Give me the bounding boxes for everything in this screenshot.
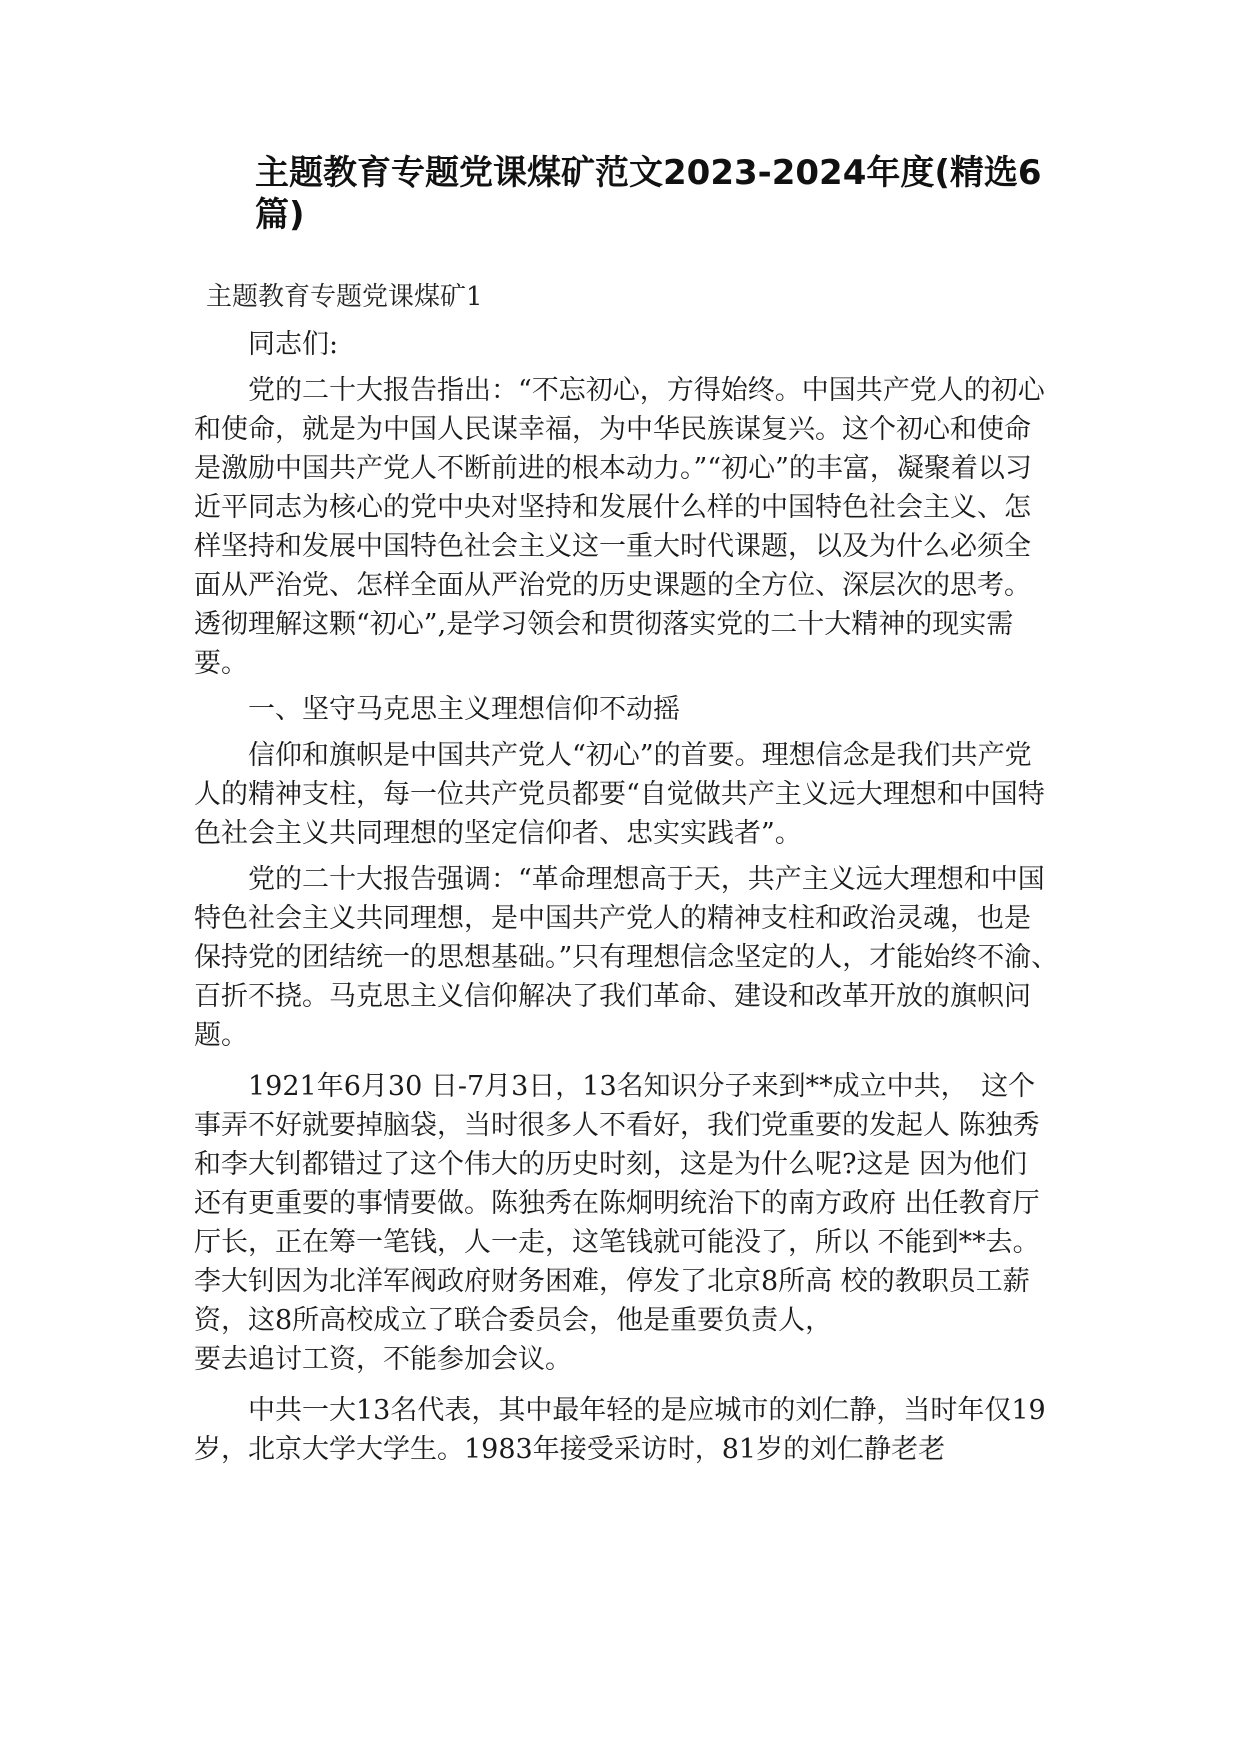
- section-subtitle: 主题教育专题党课煤矿1: [206, 282, 483, 312]
- paragraph: 信仰和旗帜是中国共产党人“初心”的首要。理想信念是我们共产党人的精神支柱，每一位共产党员都要“自觉做共产主义远大理想和中国特色社会主义共同理想的坚定信仰者、忠实实践者”。: [194, 740, 1045, 849]
- paragraph: 中共一大13名代表，其中最年轻的是应城市的刘仁静，当时年仅19岁，北京大学大学生。1983年接受采访时，81岁的刘仁静老老: [194, 1395, 1046, 1465]
- paragraph: 1921年6月30 日-7月3日，13名知识分子来到**成立中共， 这个事弄不好就要掉脑袋，当时很多人不看好，我们党重要的发起人 陈独秀和李大钊都错过了这个伟大的历史时刻，这是为什么呢?这是 因为他们还有更重要的事情要做。陈独秀在陈炯明统治下的南方政府 出任教育厅厅长，正在筹一笔钱，人一走，这笔钱就可能没了，所以 不能到**去。李大钊因为北洋军阀政府财务困难，停发了北京8所高 校的教职员工薪资，这8所高校成立了联合委员会，他是重要负责人，: [194, 1071, 1040, 1336]
- document-body: [194, 318, 1072, 1469]
- paragraph-continuation: 要去追讨工资，不能参加会议。: [194, 1344, 572, 1375]
- section-heading: 一、坚守马克思主义理想信仰不动摇: [248, 694, 680, 725]
- paragraph: 党的二十大报告强调：“革命理想高于天，共产主义远大理想和中国特色社会主义共同理想，是中国共产党人的精神支柱和政治灵魂，也是保持党的团结统一的思想基础。”只有理想信念坚定的人，才能始终不渝、 百折不挠。马克思主义信仰解决了我们革命、建设和改革开放的旗帜问题。: [194, 864, 1072, 1051]
- salutation: 同志们:: [248, 329, 339, 360]
- document-title: 主题教育专题党课煤矿范文2023-2024年度(精选6篇): [255, 153, 1042, 235]
- paragraph: 党的二十大报告指出：“不忘初心，方得始终。中国共产党人的初心和使命，就是为中国人民谋幸福，为中华民族谋复兴。这个初心和使命是激励中国共产党人不断前进的根本动力。”“初心”的丰富，凝聚着以习近平同志为核心的党中央对坚持和发展什么样的中国特色社会主义、怎样坚持和发展中国特色社会主义这一重大时代课题，以及为什么必须全面从严治党、怎样全面从严治党的历史课题的全方位、深层次的思考。透彻理解这颗“初心”,是学习领会和贯彻落实党的二十大精神的现实需要。: [194, 375, 1045, 679]
